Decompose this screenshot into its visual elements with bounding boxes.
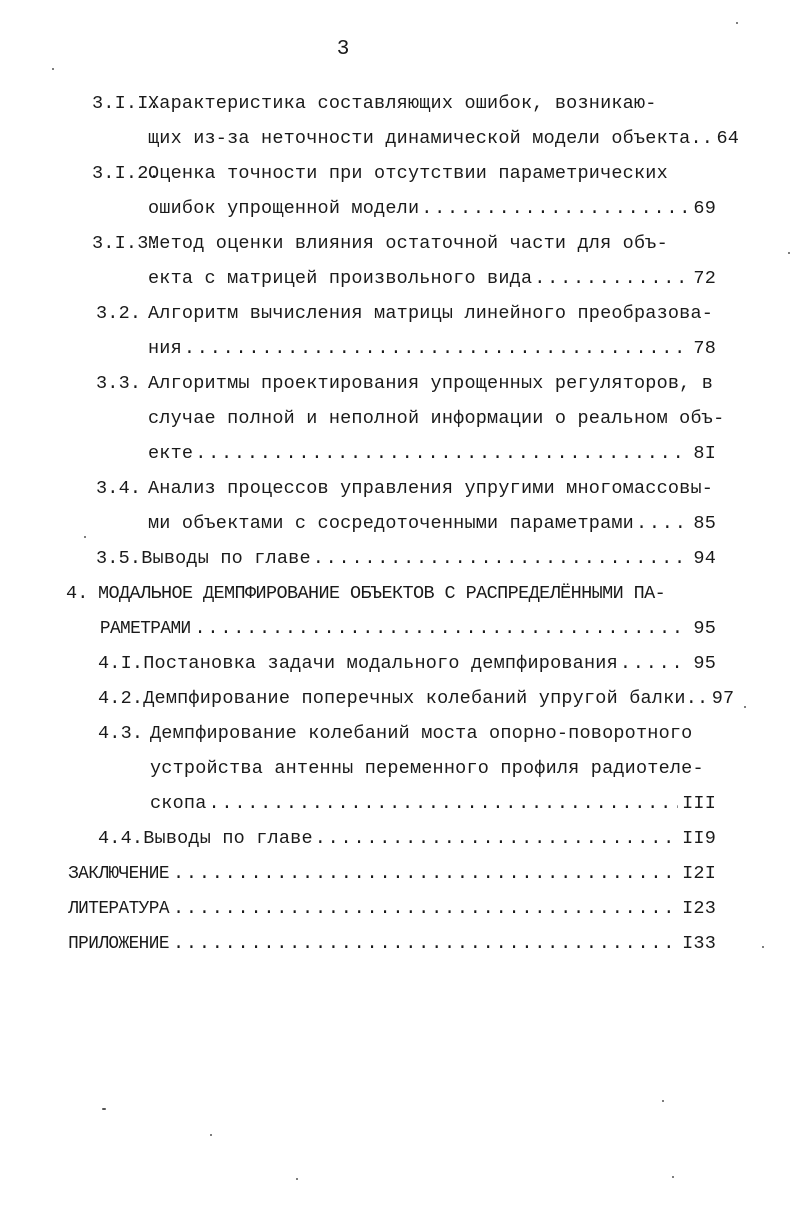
toc-title: Оценка точности при отсутствии параметрических (148, 163, 668, 184)
toc-title: Постановка задачи модального демпфирования (143, 653, 618, 674)
toc-entry-4-3-line3 (0, 786, 794, 821)
scan-speck (762, 946, 764, 948)
toc-entry-3-2-line2 (0, 331, 794, 366)
toc-entry-3-3-line3 (0, 436, 794, 471)
table-of-contents (0, 86, 794, 961)
page-number: 3 (336, 38, 350, 61)
toc-dot-leader (421, 191, 686, 226)
toc-dot-leader (534, 261, 686, 296)
toc-page-number: 85 (693, 513, 716, 534)
toc-entry-3-4-line2 (0, 506, 794, 541)
toc-entry-4-3-line2 (0, 751, 794, 786)
toc-page-number: I23 (682, 898, 716, 919)
toc-entry-3-5 (0, 541, 794, 576)
toc-entry-4-3-line1 (0, 716, 794, 751)
toc-entry-3-1-3-line1 (0, 226, 794, 261)
toc-title-continued: щих из-за неточности динамической модели объекта.. (148, 128, 714, 149)
toc-title: Демпфирование поперечных колебаний упругой балки.. (143, 688, 709, 709)
toc-number: 4.4. (98, 828, 144, 849)
scan-speck (296, 1178, 298, 1180)
toc-number: 4.I. (98, 653, 144, 674)
toc-number: 4.3. (98, 723, 144, 744)
toc-title: Алгоритмы проектирования упрощенных регуляторов, в (148, 373, 714, 394)
toc-title-continued: ми объектами с сосредоточенными параметрами (148, 513, 634, 534)
scan-speck (210, 1134, 212, 1136)
toc-entry-3-1-2-line1 (0, 156, 794, 191)
toc-page-number: 78 (693, 338, 716, 359)
toc-dot-leader (173, 926, 678, 961)
toc-entry-3-4-line1 (0, 471, 794, 506)
toc-title: ПРИЛОЖЕНИЕ (68, 933, 169, 954)
toc-dot-leader (195, 611, 686, 646)
toc-chapter-4-line2 (0, 611, 794, 646)
toc-entry-appendix (0, 926, 794, 961)
toc-entry-conclusion (0, 856, 794, 891)
toc-title-continued: ошибок упрощенной модели (148, 198, 420, 219)
scan-speck (736, 22, 738, 24)
toc-title: Анализ процессов управления упругими многомассовы- (148, 478, 714, 499)
toc-title-continued: ния (148, 338, 182, 359)
toc-title-continued: случае полной и неполной информации о реальном объ- (148, 408, 725, 429)
toc-dot-leader (173, 856, 678, 891)
toc-number: 3.5. (96, 548, 142, 569)
toc-chapter-title-continued: РАМЕТРАМИ (99, 618, 191, 639)
toc-page-number: 8I (693, 443, 716, 464)
toc-number: 4.2. (98, 688, 144, 709)
toc-entry-3-1-1-line2 (0, 121, 794, 156)
toc-title-continued: скопа (150, 793, 207, 814)
toc-number: 3.4. (96, 478, 142, 499)
toc-page-number: 72 (693, 268, 716, 289)
toc-chapter-number: 4. (66, 583, 89, 604)
toc-entry-4-4 (0, 821, 794, 856)
toc-title-continued: екте (148, 443, 194, 464)
toc-page-number: II9 (682, 828, 716, 849)
toc-dot-leader (636, 506, 686, 541)
toc-title-continued: устройства антенны переменного профиля радиотеле- (150, 758, 704, 779)
scan-speck (788, 252, 790, 254)
toc-title: Алгоритм вычисления матрицы линейного преобразова- (148, 303, 714, 324)
toc-entry-3-1-3-line2 (0, 261, 794, 296)
toc-number: 3.I.2. (92, 163, 160, 184)
toc-number: 3.I.I. (92, 93, 160, 114)
toc-dot-leader (620, 646, 686, 681)
toc-entry-3-1-2-line2 (0, 191, 794, 226)
toc-number: 3.2. (96, 303, 142, 324)
scan-speck (744, 706, 746, 708)
toc-dot-leader (195, 436, 686, 471)
toc-title-continued: екта с матрицей произвольного вида (148, 268, 533, 289)
scan-speck (84, 536, 86, 538)
toc-dot-leader (315, 821, 678, 856)
toc-title: Метод оценки влияния остаточной части для объ- (148, 233, 668, 254)
toc-title: Демпфирование колебаний моста опорно-поворотного (150, 723, 693, 744)
toc-page-number: 64 (716, 128, 740, 149)
scan-speck (52, 68, 54, 70)
toc-title: Выводы по главе (143, 828, 313, 849)
toc-dot-leader (184, 331, 686, 366)
toc-entry-3-3-line2 (0, 401, 794, 436)
toc-page-number: I33 (682, 933, 716, 954)
toc-number: 3.I.3. (92, 233, 160, 254)
toc-page-number: 69 (693, 198, 716, 219)
toc-chapter-4-line1 (0, 576, 794, 611)
toc-entry-4-1 (0, 646, 794, 681)
toc-dot-leader (173, 891, 678, 926)
toc-entry-3-2-line1 (0, 296, 794, 331)
scan-speck (672, 1176, 674, 1178)
toc-dot-leader (209, 786, 679, 821)
toc-page-number: 95 (693, 653, 716, 674)
scan-speck (662, 1100, 664, 1102)
toc-chapter-title: МОДАЛЬНОЕ ДЕМПФИРОВАНИЕ ОБЪЕКТОВ С РАСПРЕДЕЛЁННЫМИ ПА- (98, 583, 666, 604)
toc-page-number: I2I (682, 863, 716, 884)
toc-entry-3-3-line1 (0, 366, 794, 401)
toc-dot-leader (313, 541, 686, 576)
toc-number: 3.3. (96, 373, 142, 394)
toc-title: ЗАКЛЮЧЕНИЕ (68, 863, 169, 884)
toc-entry-literature (0, 891, 794, 926)
toc-entry-4-2 (0, 681, 794, 716)
toc-page-number: 94 (693, 548, 716, 569)
toc-page-number: 95 (693, 618, 716, 639)
toc-title: Выводы по главе (141, 548, 311, 569)
toc-page-number: III (682, 793, 716, 814)
scan-speck (102, 1108, 106, 1110)
toc-title: ЛИТЕРАТУРА (68, 898, 169, 919)
toc-entry-3-1-1-line1 (0, 86, 794, 121)
toc-page-number: 97 (711, 688, 735, 709)
toc-title: Характеристика составляющих ошибок, возникаю- (148, 93, 657, 114)
